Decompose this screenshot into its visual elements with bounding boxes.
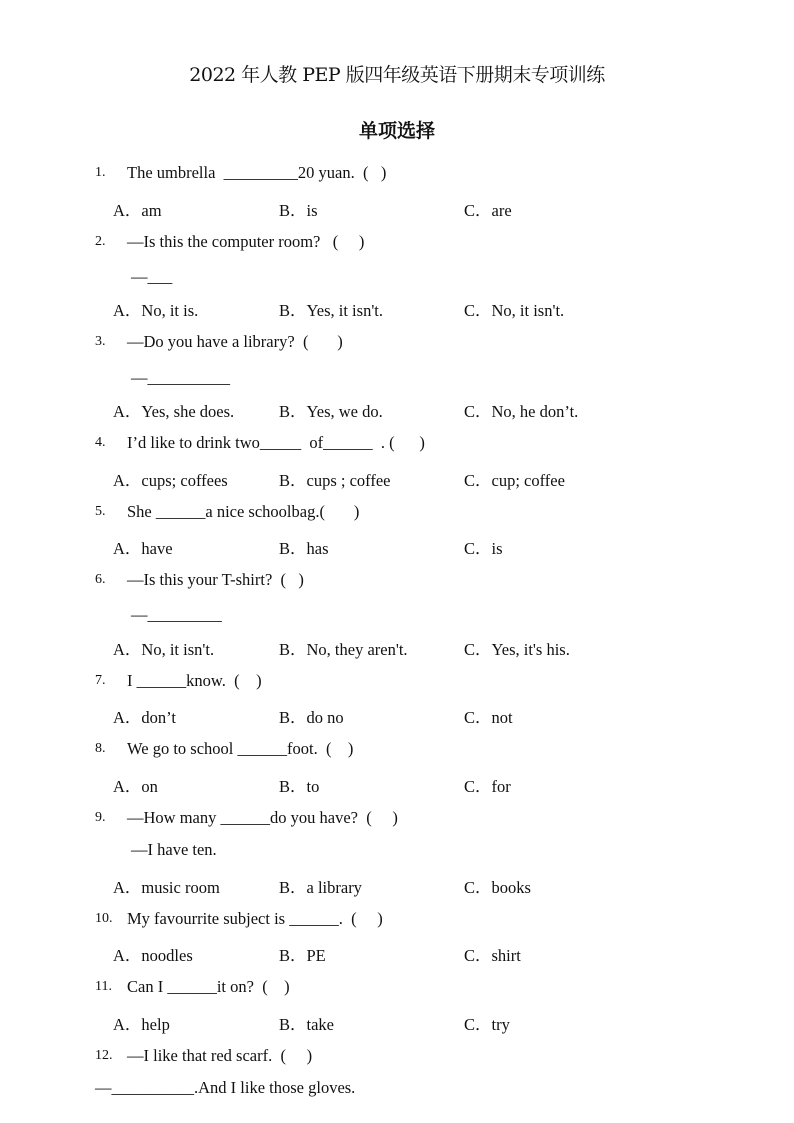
answer-option: A．No, it isn't. — [113, 640, 215, 659]
answer-option: B．do no — [279, 708, 344, 727]
answer-option: B．is — [279, 201, 318, 220]
answer-option: A．am — [113, 201, 162, 220]
answer-option: A．No, it is. — [113, 301, 199, 320]
question-stem: I’d like to drink two_____ of______ . ( ) — [127, 433, 425, 452]
answer-option: B．cups ; coffee — [279, 471, 391, 490]
question-stem: My favourrite subject is ______. ( ) — [127, 909, 383, 928]
answer-option: B．a library — [279, 878, 362, 897]
question-stem: —Do you have a library? ( ) — [127, 332, 343, 351]
answer-option: C．Yes, it's his. — [464, 640, 570, 659]
question-number: 7. — [95, 673, 106, 688]
page-title: 2022 年人教 PEP 版四年级英语下册期末专项训练 — [189, 64, 605, 86]
answer-option: B．Yes, it isn't. — [279, 301, 383, 320]
question-stem: She ______a nice schoolbag.( ) — [127, 502, 360, 521]
trailing-answer-line: —__________.And I like those gloves. — [95, 1078, 356, 1097]
answer-option: B．Yes, we do. — [279, 402, 383, 421]
answer-option: B．has — [279, 539, 329, 558]
answer-option: A．cups; coffees — [113, 471, 228, 490]
question-stem: —I like that red scarf. ( ) — [127, 1046, 313, 1065]
answer-option: B．take — [279, 1015, 334, 1034]
question-number: 5. — [95, 504, 106, 519]
question-number: 2. — [95, 234, 106, 249]
question-number: 9. — [95, 810, 106, 825]
question-stem: The umbrella _________20 yuan. ( ) — [127, 163, 387, 182]
answer-option: A．don’t — [113, 708, 176, 727]
question-number: 10. — [95, 911, 113, 926]
answer-option: A．music room — [113, 878, 220, 897]
answer-option: C．are — [464, 201, 512, 220]
answer-line: —I have ten. — [131, 840, 217, 859]
answer-line: —_________ — [131, 605, 222, 624]
answer-option: C．for — [464, 777, 511, 796]
answer-option: C．books — [464, 878, 531, 897]
answer-option: C．No, he don’t. — [464, 402, 579, 421]
answer-option: C．try — [464, 1015, 510, 1034]
question-stem: —Is this the computer room? ( ) — [127, 232, 365, 251]
question-stem: —Is this your T-shirt? ( ) — [127, 570, 304, 589]
question-number: 8. — [95, 741, 106, 756]
answer-option: A．help — [113, 1015, 170, 1034]
answer-option: C．is — [464, 539, 503, 558]
answer-option: C．shirt — [464, 946, 521, 965]
question-number: 12. — [95, 1048, 113, 1063]
answer-line: —___ — [131, 267, 173, 286]
answer-option: C．No, it isn't. — [464, 301, 565, 320]
answer-option: A．noodles — [113, 946, 193, 965]
answer-option: C．cup; coffee — [464, 471, 565, 490]
answer-option: B．No, they aren't. — [279, 640, 408, 659]
question-number: 6. — [95, 572, 106, 587]
answer-option: B．PE — [279, 946, 326, 965]
answer-option: C．not — [464, 708, 513, 727]
question-stem: We go to school ______foot. ( ) — [127, 739, 354, 758]
answer-line: —__________ — [131, 368, 230, 387]
question-number: 4. — [95, 435, 106, 450]
answer-option: A．Yes, she does. — [113, 402, 235, 421]
answer-option: A．on — [113, 777, 158, 796]
section-title: 单项选择 — [358, 120, 435, 142]
question-number: 1. — [95, 165, 106, 180]
question-stem: Can I ______it on? ( ) — [127, 977, 290, 996]
answer-option: A．have — [113, 539, 173, 558]
question-stem: —How many ______do you have? ( ) — [127, 808, 398, 827]
question-number: 11. — [95, 979, 112, 994]
question-stem: I ______know. ( ) — [127, 671, 262, 690]
question-number: 3. — [95, 334, 106, 349]
answer-option: B．to — [279, 777, 320, 796]
